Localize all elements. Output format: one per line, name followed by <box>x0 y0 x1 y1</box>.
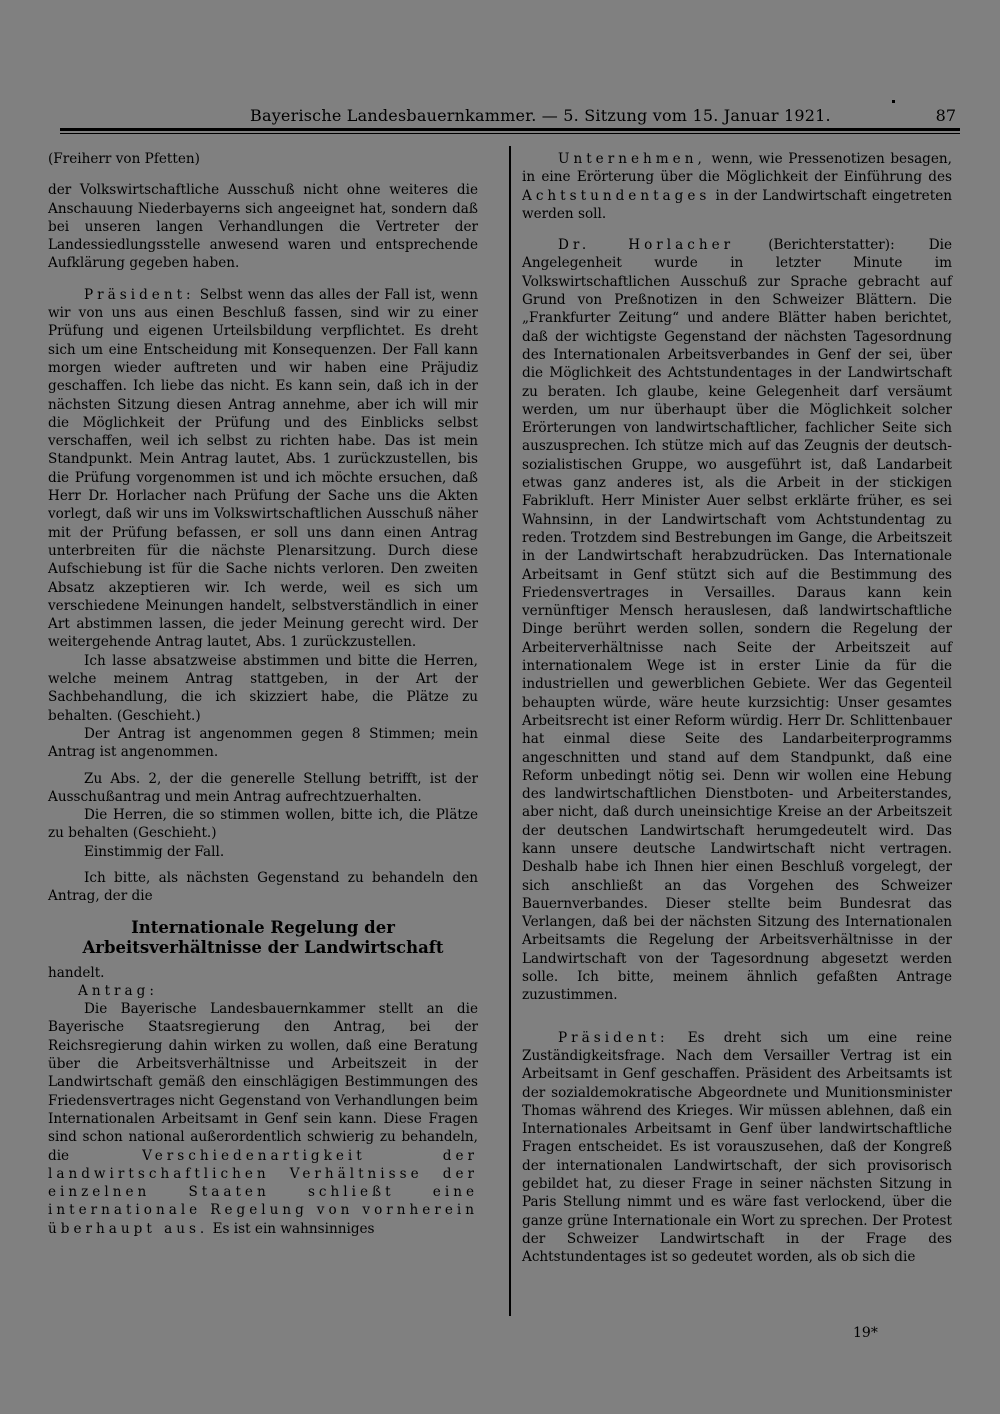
antrag-label: Antrag: <box>78 982 158 999</box>
paragraph: Einstimmig der Fall. <box>84 843 225 860</box>
paragraph: Die Herren, die so stimmen wollen, bitte ich, die Plätze zu behalten (Geschieht.) <box>48 807 478 842</box>
speaker-name: Präsident: <box>84 286 195 303</box>
paragraph-text: Selbst wenn das alles der Fall ist, wenn wir von uns aus einen Beschluß fassen, sind wir zu einer Prüfung und eigenen Urteilsbildung verpflichtet. Es dreht sich um eine Entscheidung mit Konsequenzen. Der Fall kann morgen wieder auftreten und wir haben eine Präjudiz geschaffen. Ich liebe das nicht. Es kann sein, daß ich in der nächsten Sitzung diesen Antrag annehme, aber ich will mir die Möglichkeit der Prüfung und des Einblicks selbst verschaffen, weil ich selbst zu richten habe. Das ist mein Standpunkt. Mein Antrag lautet, Abs. 1 zurückzustellen, bis die Prüfung vorgenommen ist und ich möchte ersuchen, daß Herr Dr. Horlacher nach Prüfung der Sache uns die Akten vorlegt, daß wir uns im Volkswirtschaftlichen Ausschuß näher mit der Prüfung befassen, er soll uns dann einen Antrag unterbreiten für die nächste Plenarsitzung. Durch diese Aufschiebung ist für die Sache nichts verloren. Den zweiten Absatz akzeptieren wir. Ich werde, weil es sich um verschiedene Meinungen handelt, selbstverständlich in einer Art abstimmen lassen, die jeder Meinung gerecht wird. Der weitergehende Antrag lautet, Abs. 1 zurückzustellen. <box>48 286 478 651</box>
paragraph-text: in der Landwirtschaft eingetreten werden soll. <box>522 187 952 222</box>
paragraph: handelt. <box>48 964 105 981</box>
emphasized-text: Verschiedenartigkeit der landwirtschaftlichen Verhältnisse der einzelnen Staaten schließt eine internationale Regelung von vornherein überhaupt aus. <box>48 1147 479 1237</box>
left-column <box>48 150 478 1238</box>
sheet-signature: 19* <box>853 1325 878 1341</box>
paragraph-text: Die Bayerische Landesbauernkammer stellt an die Bayerische Staatsregierung den Antrag, bei der Reichsregierung dahin wirken zu wollen, daß eine Beratung über die Arbeitsverhältnisse und Arbeitszeit in der Landwirtschaft gemäß den einschlägigen Bestimmungen des Friedensvertrages nicht Gegenstand von Verhandlungen beim Internationalen Arbeitsamt in Genf sein kann. Diese Fragen sind schon national außerordentlich schwierig zu behandeln, die <box>48 1001 478 1164</box>
right-column <box>522 150 952 1267</box>
paragraph: Der Antrag ist angenommen gegen 8 Stimmen; mein Antrag ist angenommen. <box>48 725 478 761</box>
paragraph <box>522 1029 952 1267</box>
column-divider <box>509 146 511 1316</box>
header-rule <box>60 128 960 131</box>
speaker-name: Präsident: <box>558 1029 669 1046</box>
paragraph-text: wenn, wie Pressenotizen besagen, in eine Erörterung über die Möglichkeit der Einführung des <box>522 151 952 186</box>
emphasized-text: Achtstundentages <box>522 187 711 204</box>
paragraph <box>522 236 952 1004</box>
paragraph: der Volkswirtschaftliche Ausschuß nicht ohne weiteres die Anschauung Niederbayerns sich angeeignet hat, sondern daß bei unseren langen Verhandlungen die Vertreter der Landessiedlungsstelle anwesend waren und entsprechende Aufklärung gegeben haben. <box>48 182 478 272</box>
paragraph-text: Es ist ein wahnsinniges <box>208 1220 375 1237</box>
section-heading: Internationale Regelung der Arbeitsverhältnisse der Landwirtschaft <box>82 917 444 957</box>
page-header <box>0 100 1000 130</box>
paragraph-text: Es dreht sich um eine reine Zuständigkeitsfrage. Nach dem Versailler Vertrag ist ein Arbeitsamt in Genf geschaffen. Präsident des Arbeitsamts ist der sozialdemokratische Abgeordnete und Munitionsminister Thomas während des Krieges. Wir müssen ablehnen, daß ein Internationales Arbeitsamt in Genf über landwirtschaftliche Fragen entscheidet. Es ist vorauszusehen, daß der Kongreß der internationalen Landwirtschaft, der sich provisorisch gebildet hat, zu dieser Frage in seiner nächsten Sitzung in Paris Stellung nimmt und es wäre fast verlockend, über die ganze grüne Internationale ein Wort zu sprechen. Der Protest der Schweizer Landwirtschaft in der Frage des Achtstundentages ist so gedeutet worden, als ob sich die <box>522 1029 952 1266</box>
emphasized-text: Unternehmen, <box>558 151 706 167</box>
paragraph: Zu Abs. 2, der die generelle Stellung betrifft, ist der Ausschußantrag und mein Antrag aufrechtzuerhalten. <box>48 770 478 805</box>
paragraph <box>522 150 952 223</box>
speaker-name: Dr. Horlacher <box>558 237 735 254</box>
page-number: 87 <box>935 106 956 125</box>
paragraph: Ich bitte, als nächsten Gegenstand zu behandeln den Antrag, der die <box>48 869 478 905</box>
paragraph: Ich lasse absatzweise abstimmen und bitte die Herren, welche meinem Antrag stattgeben, in der Art der Sachbehandlung, die ich skizziert habe, die Plätze zu behalten. (Geschieht.) <box>48 652 478 724</box>
running-head: Bayerische Landesbauernkammer. — 5. Sitzung vom 15. Januar 1921. <box>250 106 831 125</box>
paragraph-text: (Berichterstatter): Die Angelegenheit wurde in letzter Minute im Volkswirtschaftlichen Ausschuß zur Sprache gebracht auf Grund von Preßnotizen in den Schweizer Blättern. Die „Frankfurter Zeitung“ und andere Blätter haben berichtet, daß der wichtigste Gegenstand der nächsten Tagesordnung des Internationalen Arbeitsverbandes in Genf der sei, über die Möglichkeit des Achtstundentages in der Landwirtschaft zu beraten. Ich glaube, keine Gelegenheit darf versäumt werden, um nur überhaupt über die Möglichkeit solcher Erörterungen von landwirtschaftlicher, fachlicher Seite sich auszusprechen. Ich stütze mich auf das Zeugnis der deutsch-sozialistischen Gruppe, wo ausgeführt ist, daß Landarbeit etwas ganz anderes ist, als die Arbeit in der stickigen Fabrikluft. Herr Minister Auer selbst erklärte früher, es sei Wahnsinn, in der Landwirtschaft vom Achtstundentag zu reden. Trotzdem sind Bestrebungen im Gange, die Arbeitszeit in der Landwirtschaft herabzudrücken. Das Internationale Arbeitsamt in Genf stützt sich auf die Bestimmung des Friedensvertrages in Versailles. Daraus kann kein vernünftiger Mensch herauslesen, daß landwirtschaftliche Dinge berührt werden sollen, sondern die Regelung der Arbeiterverhältnisse nach Seite der Arbeitszeit auf internationalem Wege ist in erster Linie da für die industriellen und gewerblichen Gebiete. Wer das Gegenteil behaupten würde, wäre heute kurzsichtig: Unser gesamtes Arbeitsrecht ist einer Reform würdig. Herr Dr. Schlittenbauer hat einmal diese Seite des Landarbeiterprogramms angeschnitten und stand auf dem Standpunkt, daß eine Reform unbedingt nötig sei. Denn wir wollen eine Hebung des landwirtschaftlichen Dienstboten- und Arbeiterstandes, aber nicht, daß durch uneinsichtige Kreise an der Arbeitszeit der deutschen Landwirtschaft herumgedeutelt wird. Das kann unsere deutsche Landwirtschaft nicht vertragen. Deshalb habe ich Ihnen hier einen Beschluß vorgelegt, der sich anschließt an das Vorgehen des Schweizer Bauernverbandes. Dieser stellte beim Bundesrat das Verlangen, daß bei der nächsten Sitzung des Internationalen Arbeitsamts die Regelung der Arbeitsverhältnisse in der Landwirtschaft von der Tagesordnung abgesetzt werden solle. Ich bitte, meinem ähnlich gefaßten Antrage zuzustimmen. <box>522 237 952 1004</box>
speaker-note: (Freiherr von Pfetten) <box>48 151 200 167</box>
paragraph <box>48 286 478 652</box>
header-rule-thin <box>60 133 960 134</box>
paragraph <box>48 1000 478 1238</box>
